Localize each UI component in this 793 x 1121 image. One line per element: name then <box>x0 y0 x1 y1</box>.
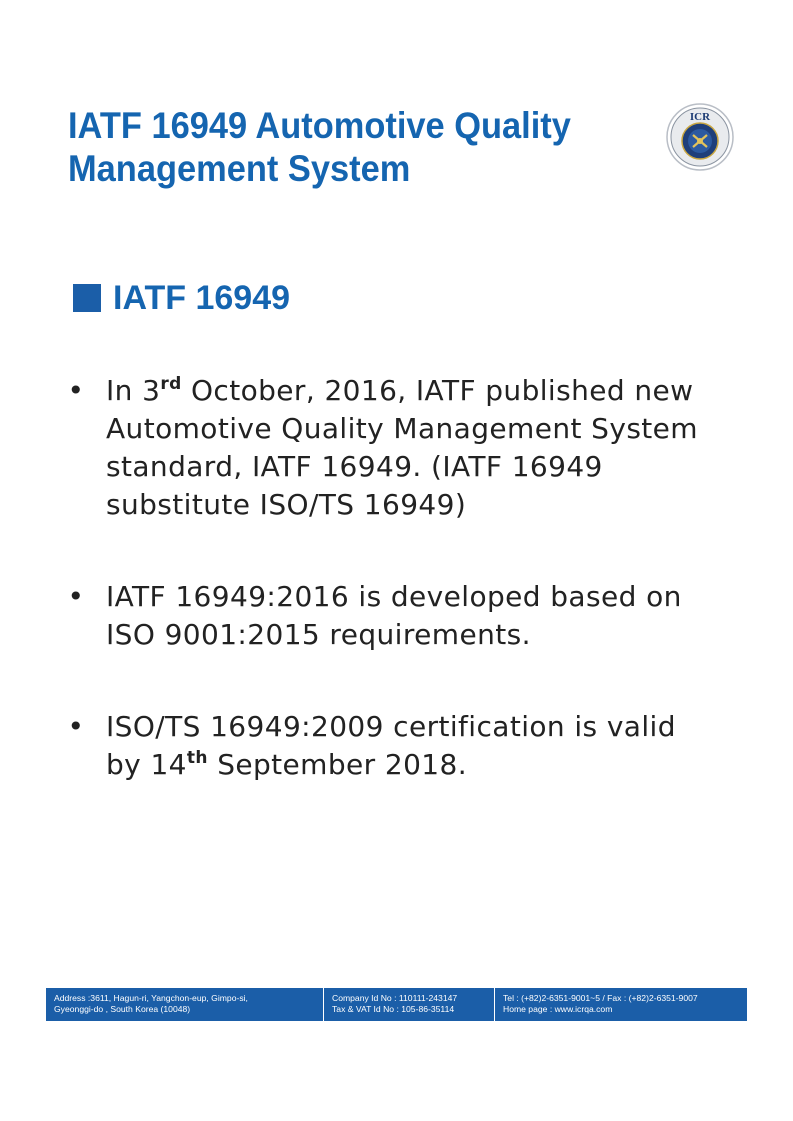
footer-address: Address :3611, Hagun-ri, Yangchon-eup, Gimpo-si, Gyeonggi-do , South Korea (10048) <box>54 993 248 1014</box>
icr-logo <box>666 103 734 171</box>
footer-company-ids: Company Id No : 110111-243147 Tax & VAT Id No : 105-86-35114 <box>323 988 494 1021</box>
page-title-line-1: IATF 16949 Automotive Quality <box>68 105 571 146</box>
page-title <box>68 104 607 190</box>
bullet-item-2: • IATF 16949:2016 is developed based on ISO 9001:2015 requirements. <box>67 580 682 651</box>
footer-contact: Tel : (+82)2-6351-9001~5 / Fax : (+82)2-6351-9007 Home page : www.icrqa.com <box>494 988 747 1021</box>
bullet-icon: • <box>67 710 85 743</box>
bullet-item-1: • In 3rd October, 2016, IATF published new Automotive Quality Management System standard, IATF 16949. (IATF 16949 substitute ISO/TS 16949) <box>67 374 698 521</box>
page-title-line-2: Management System <box>68 148 411 189</box>
bullet-icon: • <box>67 374 85 407</box>
bullet-item-3: • ISO/TS 16949:2009 certification is valid by 14th September 2018. <box>67 710 676 781</box>
bullet-icon: • <box>67 580 85 613</box>
section-heading <box>73 280 290 316</box>
bullet-list <box>66 372 706 838</box>
footer-bar <box>46 988 747 1021</box>
section-title: IATF 16949 <box>113 279 291 317</box>
logo-lettering: ICR <box>689 111 711 123</box>
section-square-icon <box>73 284 101 312</box>
